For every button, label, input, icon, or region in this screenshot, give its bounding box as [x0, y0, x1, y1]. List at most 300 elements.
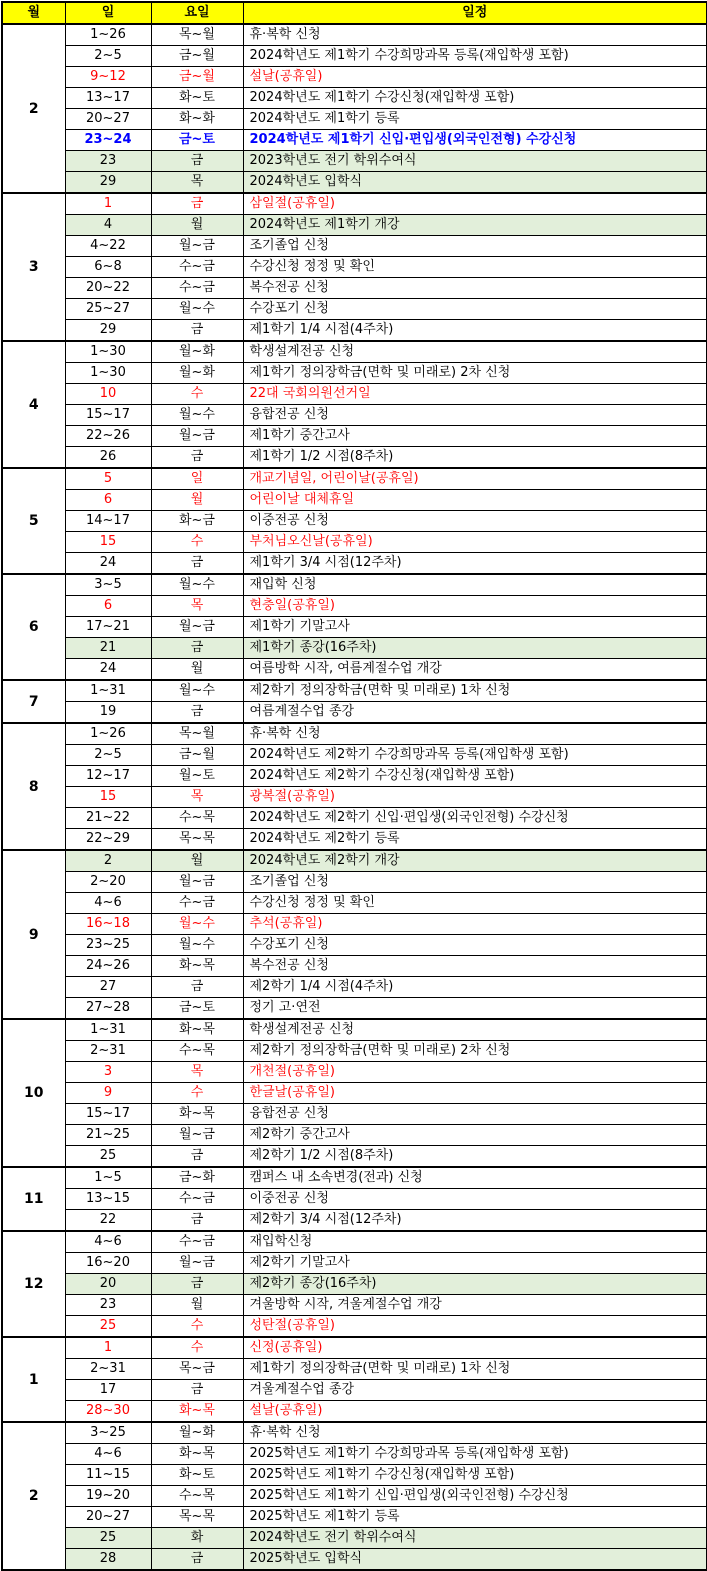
day-cell: 4~6 [65, 893, 151, 914]
schedule-row [2, 977, 707, 998]
schedule-row [2, 808, 707, 829]
day-cell: 19~20 [65, 1486, 151, 1507]
event-cell: 제1학기 정의장학금(면학 및 미래로) 1차 신청 [243, 1359, 707, 1380]
weekday-cell: 금~월 [151, 46, 243, 67]
day-cell: 14~17 [65, 511, 151, 532]
weekday-cell: 화~화 [151, 109, 243, 130]
day-cell: 24 [65, 553, 151, 575]
month-cell: 9 [2, 850, 65, 1019]
schedule-row [2, 1486, 707, 1507]
weekday-cell: 일 [151, 468, 243, 490]
weekday-cell: 금 [151, 1146, 243, 1168]
weekday-cell: 금 [151, 193, 243, 215]
weekday-cell: 월 [151, 659, 243, 681]
event-cell: 광복절(공휴일) [243, 787, 707, 808]
day-cell: 17 [65, 1380, 151, 1401]
event-cell: 2024학년도 제2학기 개강 [243, 850, 707, 872]
day-cell: 1 [65, 1337, 151, 1359]
schedule-row [2, 893, 707, 914]
schedule-row [2, 511, 707, 532]
day-cell: 4~6 [65, 1444, 151, 1465]
event-cell: 제1학기 3/4 시점(12주차) [243, 553, 707, 575]
day-cell: 1~5 [65, 1167, 151, 1189]
day-cell: 22~29 [65, 829, 151, 851]
schedule-row [2, 109, 707, 130]
day-cell: 29 [65, 320, 151, 342]
event-cell: 휴·복학 신청 [243, 1422, 707, 1444]
schedule-row [2, 1231, 707, 1253]
weekday-cell: 금 [151, 553, 243, 575]
schedule-row [2, 236, 707, 257]
header-day: 일 [65, 2, 151, 24]
day-cell: 2~20 [65, 872, 151, 893]
weekday-cell: 금~월 [151, 745, 243, 766]
weekday-cell: 월~수 [151, 935, 243, 956]
weekday-cell: 금~월 [151, 67, 243, 88]
weekday-cell: 수~목 [151, 1486, 243, 1507]
day-cell: 2~31 [65, 1359, 151, 1380]
month-cell: 6 [2, 574, 65, 680]
event-cell: 수강포기 신청 [243, 299, 707, 320]
schedule-row [2, 278, 707, 299]
event-cell: 겨울방학 시작, 겨울계절수업 개강 [243, 1295, 707, 1316]
day-cell: 23~25 [65, 935, 151, 956]
weekday-cell: 수 [151, 1083, 243, 1104]
weekday-cell: 화~토 [151, 1465, 243, 1486]
schedule-row [2, 659, 707, 681]
month-cell: 5 [2, 468, 65, 574]
day-cell: 27 [65, 977, 151, 998]
schedule-row [2, 723, 707, 745]
event-cell: 2024학년도 제1학기 등록 [243, 109, 707, 130]
schedule-row [2, 1422, 707, 1444]
day-cell: 1 [65, 193, 151, 215]
month-cell: 2 [2, 24, 65, 193]
event-cell: 제1학기 1/2 시점(8주차) [243, 447, 707, 469]
weekday-cell: 월 [151, 850, 243, 872]
day-cell: 1~31 [65, 680, 151, 702]
schedule-row [2, 1041, 707, 1062]
day-cell: 25 [65, 1146, 151, 1168]
weekday-cell: 금 [151, 151, 243, 172]
event-cell: 2024학년도 제2학기 신입·편입생(외국인전형) 수강신청 [243, 808, 707, 829]
event-cell: 재입학신청 [243, 1231, 707, 1253]
schedule-row [2, 67, 707, 88]
day-cell: 1~30 [65, 341, 151, 363]
event-cell: 2024학년도 전기 학위수여식 [243, 1528, 707, 1549]
day-cell: 15 [65, 532, 151, 553]
day-cell: 9 [65, 1083, 151, 1104]
schedule-row [2, 1549, 707, 1571]
event-cell: 휴·복학 신청 [243, 723, 707, 745]
weekday-cell: 화~금 [151, 511, 243, 532]
month-cell: 4 [2, 341, 65, 468]
schedule-row [2, 193, 707, 215]
schedule-row [2, 405, 707, 426]
schedule-row [2, 638, 707, 659]
day-cell: 20~27 [65, 1507, 151, 1528]
weekday-cell: 월~토 [151, 766, 243, 787]
weekday-cell: 월~수 [151, 914, 243, 935]
schedule-row [2, 320, 707, 342]
weekday-cell: 월~수 [151, 574, 243, 596]
weekday-cell: 월~금 [151, 236, 243, 257]
day-cell: 26 [65, 447, 151, 469]
day-cell: 15 [65, 787, 151, 808]
event-cell: 2024학년도 제1학기 수강희망과목 등록(재입학생 포함) [243, 46, 707, 67]
event-cell: 개천절(공휴일) [243, 1062, 707, 1083]
day-cell: 25~27 [65, 299, 151, 320]
weekday-cell: 금 [151, 1210, 243, 1232]
day-cell: 1~26 [65, 723, 151, 745]
day-cell: 1~26 [65, 24, 151, 46]
event-cell: 제1학기 정의장학금(면학 및 미래로) 2차 신청 [243, 363, 707, 384]
event-cell: 겨울계절수업 종강 [243, 1380, 707, 1401]
event-cell: 수강포기 신청 [243, 935, 707, 956]
event-cell: 수강신청 정정 및 확인 [243, 257, 707, 278]
event-cell: 22대 국회의원선거일 [243, 384, 707, 405]
schedule-row [2, 1337, 707, 1359]
day-cell: 16~20 [65, 1253, 151, 1274]
day-cell: 10 [65, 384, 151, 405]
schedule-row [2, 426, 707, 447]
schedule-row [2, 596, 707, 617]
day-cell: 25 [65, 1528, 151, 1549]
event-cell: 어린이날 대체휴일 [243, 490, 707, 511]
day-cell: 1~31 [65, 1019, 151, 1041]
month-cell: 10 [2, 1019, 65, 1167]
schedule-row [2, 1146, 707, 1168]
weekday-cell: 수 [151, 1316, 243, 1338]
event-cell: 융합전공 신청 [243, 405, 707, 426]
weekday-cell: 목 [151, 596, 243, 617]
event-cell: 삼일절(공휴일) [243, 193, 707, 215]
day-cell: 25 [65, 1316, 151, 1338]
schedule-row [2, 299, 707, 320]
event-cell: 2025학년도 제1학기 신입·편입생(외국인전형) 수강신청 [243, 1486, 707, 1507]
weekday-cell: 월~화 [151, 1422, 243, 1444]
day-cell: 6 [65, 490, 151, 511]
schedule-row [2, 1125, 707, 1146]
schedule-row [2, 553, 707, 575]
event-cell: 조기졸업 신청 [243, 872, 707, 893]
day-cell: 4~6 [65, 1231, 151, 1253]
weekday-cell: 월~화 [151, 363, 243, 384]
weekday-cell: 화~목 [151, 1444, 243, 1465]
day-cell: 20 [65, 1274, 151, 1295]
event-cell: 2024학년도 입학식 [243, 172, 707, 194]
weekday-cell: 월 [151, 215, 243, 236]
schedule-row [2, 1253, 707, 1274]
day-cell: 21~22 [65, 808, 151, 829]
schedule-row [2, 998, 707, 1020]
day-cell: 2~31 [65, 1041, 151, 1062]
day-cell: 1~30 [65, 363, 151, 384]
academic-calendar-table [1, 1, 707, 1571]
day-cell: 24 [65, 659, 151, 681]
schedule-row [2, 956, 707, 977]
day-cell: 4 [65, 215, 151, 236]
weekday-cell: 화~목 [151, 1104, 243, 1125]
weekday-cell: 금 [151, 447, 243, 469]
schedule-row [2, 1507, 707, 1528]
day-cell: 24~26 [65, 956, 151, 977]
day-cell: 3 [65, 1062, 151, 1083]
weekday-cell: 화~목 [151, 1019, 243, 1041]
header-weekday: 요일 [151, 2, 243, 24]
day-cell: 13~17 [65, 88, 151, 109]
schedule-row [2, 829, 707, 851]
month-cell: 1 [2, 1337, 65, 1422]
header-event: 일정 [243, 2, 707, 24]
event-cell: 캠퍼스 내 소속변경(전과) 신청 [243, 1167, 707, 1189]
weekday-cell: 목~월 [151, 24, 243, 46]
schedule-row [2, 935, 707, 956]
day-cell: 4~22 [65, 236, 151, 257]
event-cell: 2024학년도 제1학기 개강 [243, 215, 707, 236]
event-cell: 복수전공 신청 [243, 956, 707, 977]
event-cell: 학생설계전공 신청 [243, 341, 707, 363]
schedule-row [2, 617, 707, 638]
event-cell: 수강신청 정정 및 확인 [243, 893, 707, 914]
event-cell: 제1학기 종강(16주차) [243, 638, 707, 659]
schedule-row [2, 1189, 707, 1210]
weekday-cell: 목 [151, 787, 243, 808]
event-cell: 재입학 신청 [243, 574, 707, 596]
event-cell: 신정(공휴일) [243, 1337, 707, 1359]
schedule-row [2, 447, 707, 469]
month-cell: 12 [2, 1231, 65, 1337]
event-cell: 복수전공 신청 [243, 278, 707, 299]
event-cell: 성탄절(공휴일) [243, 1316, 707, 1338]
weekday-cell: 금~화 [151, 1167, 243, 1189]
day-cell: 5 [65, 468, 151, 490]
day-cell: 2~5 [65, 745, 151, 766]
day-cell: 13~15 [65, 1189, 151, 1210]
weekday-cell: 월 [151, 1295, 243, 1316]
day-cell: 23~24 [65, 130, 151, 151]
schedule-row [2, 151, 707, 172]
day-cell: 29 [65, 172, 151, 194]
weekday-cell: 월~화 [151, 341, 243, 363]
schedule-row [2, 766, 707, 787]
weekday-cell: 수~금 [151, 893, 243, 914]
schedule-row [2, 702, 707, 724]
schedule-row [2, 1210, 707, 1232]
event-cell: 2024학년도 제2학기 수강신청(재입학생 포함) [243, 766, 707, 787]
schedule-row [2, 46, 707, 67]
schedule-row [2, 872, 707, 893]
event-cell: 추석(공휴일) [243, 914, 707, 935]
month-cell: 7 [2, 680, 65, 723]
day-cell: 6 [65, 596, 151, 617]
month-cell: 3 [2, 193, 65, 341]
day-cell: 3~5 [65, 574, 151, 596]
weekday-cell: 월~수 [151, 405, 243, 426]
day-cell: 3~25 [65, 1422, 151, 1444]
day-cell: 15~17 [65, 405, 151, 426]
day-cell: 11~15 [65, 1465, 151, 1486]
month-cell: 2 [2, 1422, 65, 1570]
schedule-row [2, 88, 707, 109]
schedule-row [2, 914, 707, 935]
day-cell: 2 [65, 850, 151, 872]
day-cell: 28~30 [65, 1401, 151, 1423]
schedule-row [2, 1167, 707, 1189]
event-cell: 제1학기 기말고사 [243, 617, 707, 638]
weekday-cell: 수 [151, 532, 243, 553]
weekday-cell: 수~금 [151, 1189, 243, 1210]
event-cell: 2025학년도 제1학기 등록 [243, 1507, 707, 1528]
event-cell: 설날(공휴일) [243, 1401, 707, 1423]
schedule-row [2, 745, 707, 766]
event-cell: 2024학년도 제2학기 수강희망과목 등록(재입학생 포함) [243, 745, 707, 766]
event-cell: 정기 고·연전 [243, 998, 707, 1020]
weekday-cell: 월~금 [151, 426, 243, 447]
event-cell: 여름계절수업 종강 [243, 702, 707, 724]
event-cell: 개교기념일, 어린이날(공휴일) [243, 468, 707, 490]
weekday-cell: 월~금 [151, 617, 243, 638]
weekday-cell: 월~금 [151, 1253, 243, 1274]
schedule-row [2, 1444, 707, 1465]
day-cell: 9~12 [65, 67, 151, 88]
day-cell: 15~17 [65, 1104, 151, 1125]
day-cell: 28 [65, 1549, 151, 1571]
event-cell: 부처님오신날(공휴일) [243, 532, 707, 553]
weekday-cell: 수~목 [151, 1041, 243, 1062]
schedule-row [2, 1062, 707, 1083]
schedule-row [2, 1380, 707, 1401]
schedule-row [2, 384, 707, 405]
weekday-cell: 목~목 [151, 1507, 243, 1528]
day-cell: 23 [65, 151, 151, 172]
weekday-cell: 목~금 [151, 1359, 243, 1380]
weekday-cell: 월~금 [151, 1125, 243, 1146]
header-month: 월 [2, 2, 65, 24]
day-cell: 16~18 [65, 914, 151, 935]
day-cell: 20~27 [65, 109, 151, 130]
day-cell: 6~8 [65, 257, 151, 278]
schedule-row [2, 850, 707, 872]
weekday-cell: 금 [151, 1380, 243, 1401]
day-cell: 21~25 [65, 1125, 151, 1146]
weekday-cell: 금~토 [151, 130, 243, 151]
event-cell: 2023학년도 전기 학위수여식 [243, 151, 707, 172]
schedule-row [2, 490, 707, 511]
weekday-cell: 목~목 [151, 829, 243, 851]
schedule-row [2, 1083, 707, 1104]
day-cell: 19 [65, 702, 151, 724]
weekday-cell: 금 [151, 320, 243, 342]
month-cell: 11 [2, 1167, 65, 1231]
event-cell: 제2학기 종강(16주차) [243, 1274, 707, 1295]
event-cell: 제2학기 1/2 시점(8주차) [243, 1146, 707, 1168]
schedule-row [2, 1359, 707, 1380]
event-cell: 현충일(공휴일) [243, 596, 707, 617]
schedule-row [2, 1316, 707, 1338]
schedule-row [2, 574, 707, 596]
weekday-cell: 수 [151, 1337, 243, 1359]
weekday-cell: 금 [151, 638, 243, 659]
weekday-cell: 월 [151, 490, 243, 511]
schedule-row [2, 1401, 707, 1423]
event-cell: 여름방학 시작, 여름계절수업 개강 [243, 659, 707, 681]
day-cell: 22 [65, 1210, 151, 1232]
weekday-cell: 목 [151, 1062, 243, 1083]
event-cell: 제1학기 중간고사 [243, 426, 707, 447]
weekday-cell: 금 [151, 702, 243, 724]
weekday-cell: 수~금 [151, 257, 243, 278]
day-cell: 23 [65, 1295, 151, 1316]
weekday-cell: 금 [151, 977, 243, 998]
event-cell: 2024학년도 제1학기 수강신청(재입학생 포함) [243, 88, 707, 109]
schedule-row [2, 257, 707, 278]
weekday-cell: 화~목 [151, 1401, 243, 1423]
weekday-cell: 화~목 [151, 956, 243, 977]
weekday-cell: 수~금 [151, 1231, 243, 1253]
event-cell: 2025학년도 제1학기 수강신청(재입학생 포함) [243, 1465, 707, 1486]
event-cell: 학생설계전공 신청 [243, 1019, 707, 1041]
schedule-row [2, 680, 707, 702]
schedule-row [2, 468, 707, 490]
weekday-cell: 금 [151, 1549, 243, 1571]
schedule-row [2, 130, 707, 151]
event-cell: 2024학년도 제2학기 등록 [243, 829, 707, 851]
schedule-row [2, 1528, 707, 1549]
schedule-row [2, 341, 707, 363]
event-cell: 2024학년도 제1학기 신입·편입생(외국인전형) 수강신청 [243, 130, 707, 151]
day-cell: 27~28 [65, 998, 151, 1020]
schedule-row [2, 172, 707, 194]
day-cell: 2~5 [65, 46, 151, 67]
event-cell: 이중전공 신청 [243, 511, 707, 532]
event-cell: 제2학기 중간고사 [243, 1125, 707, 1146]
event-cell: 제2학기 정의장학금(면학 및 미래로) 1차 신청 [243, 680, 707, 702]
schedule-row [2, 215, 707, 236]
day-cell: 22~26 [65, 426, 151, 447]
schedule-row [2, 1019, 707, 1041]
weekday-cell: 월~수 [151, 299, 243, 320]
weekday-cell: 월~수 [151, 680, 243, 702]
event-cell: 2025학년도 제1학기 수강희망과목 등록(재입학생 포함) [243, 1444, 707, 1465]
schedule-row [2, 1465, 707, 1486]
day-cell: 12~17 [65, 766, 151, 787]
event-cell: 설날(공휴일) [243, 67, 707, 88]
event-cell: 휴·복학 신청 [243, 24, 707, 46]
event-cell: 이중전공 신청 [243, 1189, 707, 1210]
schedule-row [2, 24, 707, 46]
event-cell: 조기졸업 신청 [243, 236, 707, 257]
event-cell: 제2학기 정의장학금(면학 및 미래로) 2차 신청 [243, 1041, 707, 1062]
weekday-cell: 목~월 [151, 723, 243, 745]
day-cell: 20~22 [65, 278, 151, 299]
weekday-cell: 목 [151, 172, 243, 194]
schedule-row [2, 787, 707, 808]
weekday-cell: 수~목 [151, 808, 243, 829]
event-cell: 제2학기 3/4 시점(12주차) [243, 1210, 707, 1232]
calendar-body [2, 24, 707, 1570]
weekday-cell: 금~토 [151, 998, 243, 1020]
day-cell: 17~21 [65, 617, 151, 638]
schedule-row [2, 532, 707, 553]
month-cell: 8 [2, 723, 65, 850]
weekday-cell: 화~토 [151, 88, 243, 109]
schedule-row [2, 1274, 707, 1295]
event-cell: 제1학기 1/4 시점(4주차) [243, 320, 707, 342]
day-cell: 21 [65, 638, 151, 659]
event-cell: 2025학년도 입학식 [243, 1549, 707, 1571]
event-cell: 제2학기 1/4 시점(4주차) [243, 977, 707, 998]
